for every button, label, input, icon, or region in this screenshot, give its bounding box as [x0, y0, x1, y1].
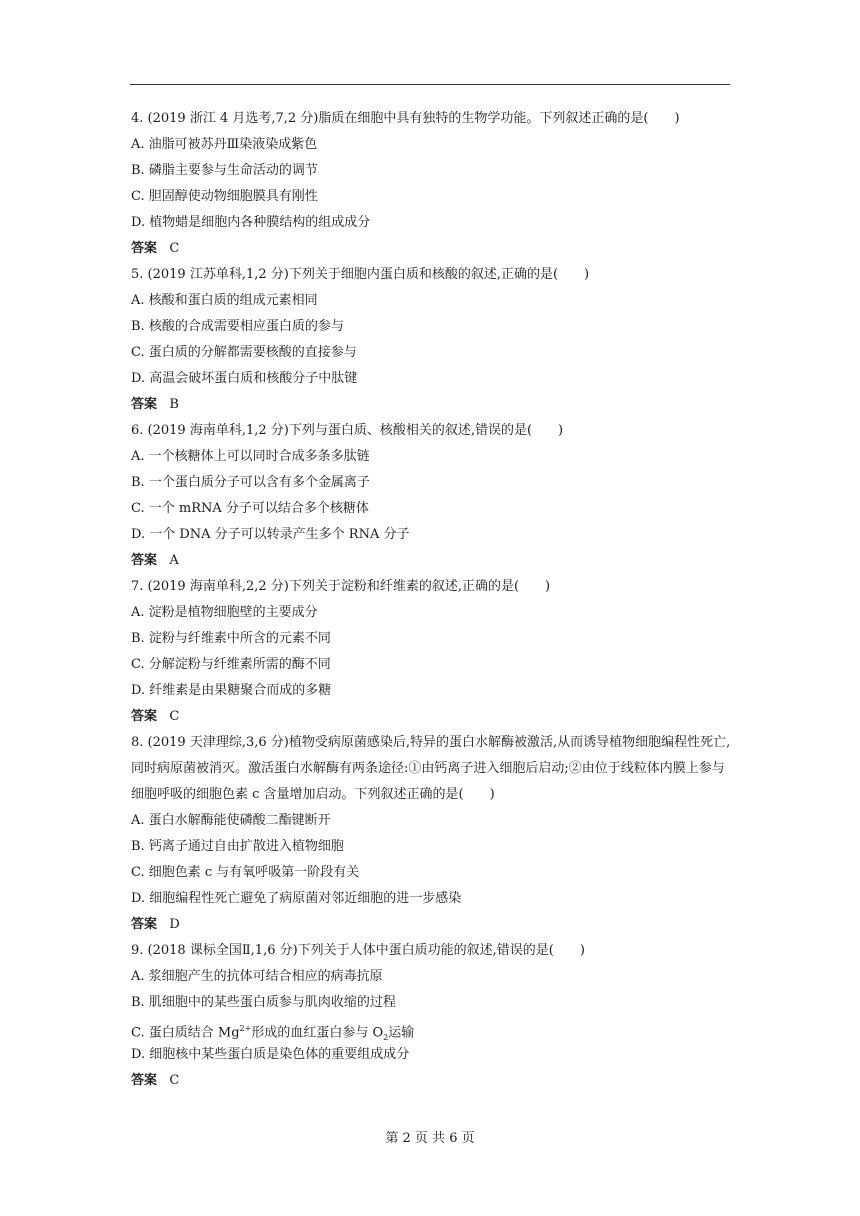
question-8-option-b: B. 钙离子通过自由扩散进入植物细胞 — [131, 839, 344, 854]
question-6-option-b: B. 一个蛋白质分子可以含有多个金属离子 — [131, 475, 370, 490]
answer-label: 答案 — [131, 241, 158, 256]
answer-label: 答案 — [131, 709, 158, 724]
answer-value: C — [169, 241, 180, 256]
option-c-prefix: C. 蛋白质结合 Mg — [131, 1025, 240, 1041]
question-9-stem: 9. (2018 课标全国Ⅱ,1,6 分)下列关于人体中蛋白质功能的叙述,错误的是( ) — [131, 943, 585, 958]
question-9-option-d: D. 细胞核中某些蛋白质是染色体的重要组成成分 — [131, 1047, 410, 1062]
oxygen-subscript: 2 — [383, 1032, 389, 1042]
question-7-option-b: B. 淀粉与纤维素中所含的元素不同 — [131, 631, 331, 646]
question-6-option-a: A. 一个核糖体上可以同时合成多条多肽链 — [131, 449, 370, 464]
question-7-option-a: A. 淀粉是植物细胞壁的主要成分 — [131, 605, 318, 620]
question-4-option-a: A. 油脂可被苏丹Ⅲ染液染成紫色 — [131, 137, 318, 152]
question-9-option-b: B. 肌细胞中的某些蛋白质参与肌肉收缩的过程 — [131, 995, 396, 1010]
question-5-option-b: B. 核酸的合成需要相应蛋白质的参与 — [131, 319, 344, 334]
question-4-stem: 4. (2019 浙江 4 月选考,7,2 分)脂质在细胞中具有独特的生物学功能。下列叙述正确的是( ) — [131, 111, 680, 126]
answer-label: 答案 — [131, 1073, 158, 1088]
question-4-option-d: D. 植物蜡是细胞内各种膜结构的组成成分 — [131, 215, 371, 230]
header-rule — [130, 84, 730, 85]
question-6-option-d: D. 一个 DNA 分子可以转录产生多个 RNA 分子 — [131, 527, 410, 542]
question-7-stem: 7. (2019 海南单科,2,2 分)下列关于淀粉和纤维素的叙述,正确的是( ) — [131, 579, 551, 594]
question-4-answer — [131, 236, 731, 262]
question-8-stem-line-1: 8. (2019 天津理综,3,6 分)植物受病原菌感染后,特异的蛋白水解酶被激活,从而诱导植物细胞编程性死亡, — [131, 735, 731, 750]
option-c-suffix: 运输 — [388, 1025, 415, 1041]
question-8-option-c: C. 细胞色素 c 与有氧呼吸第一阶段有关 — [131, 865, 360, 880]
question-8-answer — [131, 912, 731, 938]
answer-value: C — [169, 709, 180, 724]
question-7-option-d: D. 纤维素是由果糖聚合而成的多糖 — [131, 683, 332, 698]
question-5-option-a: A. 核酸和蛋白质的组成元素相同 — [131, 293, 318, 308]
question-5-answer — [131, 392, 731, 418]
answer-label: 答案 — [131, 917, 158, 932]
question-8-stem-line-2: 同时病原菌被消灭。激活蛋白水解酶有两条途径:①由钙离子进入细胞后启动;②由位于线粒体内膜上参与 — [131, 761, 725, 776]
answer-label: 答案 — [131, 553, 158, 568]
ion-charge: 2+ — [239, 1024, 252, 1033]
question-5-stem: 5. (2019 江苏单科,1,2 分)下列关于细胞内蛋白质和核酸的叙述,正确的是( ) — [131, 267, 590, 282]
question-8-option-a: A. 蛋白水解酶能使磷酸二酯键断开 — [131, 813, 331, 828]
answer-label: 答案 — [131, 397, 158, 412]
question-6-stem: 6. (2019 海南单科,1,2 分)下列与蛋白质、核酸相关的叙述,错误的是( ) — [131, 423, 564, 438]
option-c-mid: 形成的血红蛋白参与 O — [251, 1025, 384, 1041]
question-7-option-c: C. 分解淀粉与纤维素所需的酶不同 — [131, 657, 331, 672]
question-6-answer — [131, 548, 731, 574]
page-footer: 第 2 页 共 6 页 — [385, 1131, 475, 1146]
question-8-stem-line-3: 细胞呼吸的细胞色素 c 含量增加启动。下列叙述正确的是( ) — [131, 787, 495, 802]
question-9-option-a: A. 浆细胞产生的抗体可结合相应的病毒抗原 — [131, 969, 383, 984]
question-5-option-d: D. 高温会破坏蛋白质和核酸分子中肽键 — [131, 371, 358, 386]
question-9-answer — [131, 1068, 731, 1094]
question-4-option-c: C. 胆固醇使动物细胞膜具有刚性 — [131, 189, 318, 204]
question-list — [131, 106, 731, 1094]
question-7-answer — [131, 704, 731, 730]
question-6-option-c: C. 一个 mRNA 分子可以结合多个核糖体 — [131, 501, 369, 516]
answer-value: A — [169, 553, 179, 568]
answer-value: C — [169, 1073, 180, 1088]
answer-value: B — [169, 397, 179, 412]
question-4-option-b: B. 磷脂主要参与生命活动的调节 — [131, 163, 318, 178]
question-8-option-d: D. 细胞编程性死亡避免了病原菌对邻近细胞的进一步感染 — [131, 891, 462, 906]
answer-value: D — [169, 917, 180, 932]
question-5-option-c: C. 蛋白质的分解都需要核酸的直接参与 — [131, 345, 357, 360]
question-9-option-c — [131, 1016, 731, 1042]
